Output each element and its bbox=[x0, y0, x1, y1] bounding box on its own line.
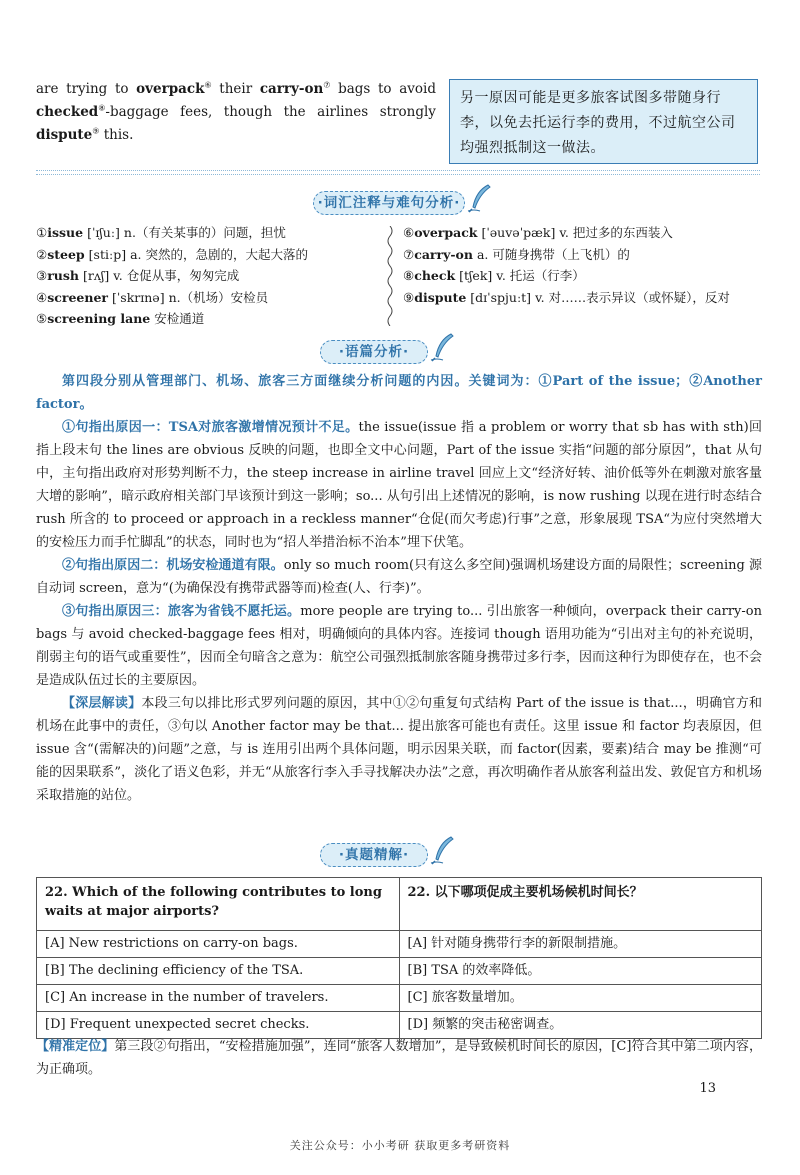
point-heading: ③句指出原因三：旅客为省钱不愿托运。 bbox=[62, 604, 301, 619]
vocab-item bbox=[36, 265, 381, 287]
vocab-def: v. 对……表示异议（或怀疑），反对 bbox=[535, 289, 730, 305]
passage-line-3 bbox=[36, 124, 436, 147]
table-row bbox=[37, 985, 762, 1012]
vocab-list-left bbox=[36, 222, 381, 330]
point-heading: ②句指出原因二：机场安检通道有限。 bbox=[62, 558, 284, 573]
keyword-checked: checked bbox=[36, 104, 99, 120]
vocab-num: ⑦ bbox=[403, 246, 415, 262]
vocab-word: rush bbox=[47, 268, 80, 283]
word: fees, bbox=[180, 104, 213, 120]
footnote-marker: ⑦ bbox=[323, 80, 331, 90]
footnote-marker: ⑨ bbox=[92, 126, 100, 136]
table-row bbox=[37, 958, 762, 985]
word: bags bbox=[338, 81, 371, 97]
vocab-num: ③ bbox=[36, 268, 48, 283]
analysis-point-1 bbox=[36, 416, 762, 554]
analysis-point-2 bbox=[36, 554, 762, 600]
word: avoid bbox=[399, 81, 436, 97]
deep-interpretation bbox=[36, 692, 762, 807]
keyword-dispute: dispute bbox=[36, 127, 93, 143]
vocab-def: v. 托运（行李） bbox=[496, 268, 585, 283]
vocab-word: issue bbox=[47, 225, 84, 240]
option-b-en: [B] The declining efficiency of the TSA. bbox=[37, 958, 400, 985]
vocab-phonetic: [tʃek] bbox=[459, 268, 493, 283]
point-body: only so much room(只有这么多空间)强调机场建设方面的局限性；screening 源自动词 screen，意为“(为确保没有携带武器等而)检查(人、行李)”。 bbox=[36, 558, 762, 596]
vocab-phonetic: [dɪˈspjuːt] bbox=[470, 289, 532, 305]
word: to bbox=[114, 81, 129, 97]
vocab-item bbox=[36, 222, 381, 244]
question-stem-en: 22. Which of the following contributes to long waits at major airports? bbox=[37, 878, 400, 931]
column-divider bbox=[383, 226, 397, 326]
page-footer: 关注公众号：小小考研 获取更多考研资料 bbox=[289, 1139, 511, 1152]
analysis-point-3 bbox=[36, 600, 762, 692]
precise-location bbox=[36, 1035, 762, 1081]
deep-body: 本段三句以排比形式罗列问题的原因，其中①②句重复句式结构 Part of the issue is that...，明确官方和机场在此事中的责任，③句以 Another factor may be that... 提出旅客可能也有责任。这里 issue 和 factor 均表原因，但 issue 含“(需解决的)问题”之意，与 is 连用引出两个具体问题，明示因果关联，而 factor(因素，要素)结合 may be 推测“可能的因果联系”，淡化了语义色彩，并无“从旅客行李入手寻找解决办法”之意，再次明确作者从旅客利益出发、敦促官方和机场采取措施的站位。 bbox=[36, 696, 762, 803]
vocab-item bbox=[36, 244, 381, 266]
option-d-en: [D] Frequent unexpected secret checks. bbox=[37, 1012, 400, 1039]
vocab-num: ⑤ bbox=[36, 311, 48, 326]
vocab-def: a. 可随身携带（上飞机）的 bbox=[476, 246, 630, 262]
vocab-num: ⑥ bbox=[403, 225, 415, 240]
quill-pen-icon bbox=[429, 835, 455, 865]
quill-pen-icon bbox=[429, 332, 455, 362]
deep-tag: 【深层解读】 bbox=[62, 696, 142, 711]
translation-box bbox=[449, 79, 758, 164]
vocab-item bbox=[403, 222, 763, 244]
vocab-num: ② bbox=[36, 246, 48, 262]
word: trying bbox=[66, 81, 108, 97]
discourse-analysis bbox=[36, 370, 762, 807]
word: -baggage bbox=[105, 104, 169, 120]
page-number: 13 bbox=[699, 1081, 716, 1096]
option-c-zh: [C] 旅客数量增加。 bbox=[399, 985, 762, 1012]
table-row bbox=[37, 931, 762, 958]
vocab-num: ⑨ bbox=[403, 289, 415, 305]
word: airlines bbox=[317, 104, 369, 120]
banner-label: ·语篇分析· bbox=[338, 344, 410, 360]
word: are bbox=[36, 81, 59, 97]
question-table bbox=[36, 877, 762, 1039]
word: this. bbox=[103, 127, 134, 143]
footnote-marker: ⑧ bbox=[98, 103, 106, 113]
point-body: more people are trying to... 引出旅客一种倾向，overpack their carry-on bags 与 avoid checked-baggage fees 相对，明确倾向的具体内容。连接词 though 语用功能为“引出对主句的补充说明，削弱主句的语气或重要性”，因而全句暗含之意为：航空公司强烈抵制旅客随身携带过多行李，因而这种行为即使存在，也不会是造成队伍过长的主要原因。 bbox=[36, 604, 762, 688]
quill-pen-icon bbox=[466, 183, 492, 213]
vocab-phonetic: [stiːp] bbox=[88, 246, 127, 262]
banner-label: ·词汇注释与难句分析· bbox=[317, 195, 461, 211]
vocab-def: v. 把过多的东西装入 bbox=[559, 225, 673, 240]
word: their bbox=[219, 81, 253, 97]
question-stem-zh: 22. 以下哪项促成主要机场候机时间长？ bbox=[399, 878, 762, 931]
passage-line-2 bbox=[36, 101, 436, 124]
section-banner-exam bbox=[320, 843, 428, 867]
vocab-item bbox=[36, 308, 381, 330]
banner-label: ·真题精解· bbox=[338, 847, 410, 863]
vocab-list-right bbox=[403, 222, 763, 308]
word: strongly bbox=[379, 104, 436, 120]
divider bbox=[36, 170, 760, 171]
vocab-word: dispute bbox=[414, 289, 467, 305]
option-b-zh: [B] TSA 的效率降低。 bbox=[399, 958, 762, 985]
vocab-def: a. 突然的，急剧的，大起大落的 bbox=[130, 246, 308, 262]
vocab-def: v. 仓促从事，匆匆完成 bbox=[113, 268, 240, 283]
vocab-item bbox=[403, 244, 763, 266]
word: though bbox=[223, 104, 273, 120]
vocab-def: n.（有关某事的）问题，担忧 bbox=[123, 225, 286, 240]
section-banner-discourse bbox=[320, 340, 428, 364]
footnote-marker: ⑥ bbox=[204, 80, 212, 90]
keyword-overpack: overpack bbox=[136, 81, 205, 97]
table-row bbox=[37, 878, 762, 931]
keyword-carry-on: carry-on bbox=[259, 81, 324, 97]
vocab-item bbox=[403, 265, 763, 287]
point-heading: ①句指出原因一：TSA对旅客激增情况预计不足。 bbox=[62, 420, 359, 435]
precise-body: 第三段②句指出，“安检措施加强”，连同“旅客人数增加”，是导致候机时间长的原因，[C]符合其中第二项内容，为正确项。 bbox=[36, 1039, 762, 1077]
vocab-word: overpack bbox=[414, 225, 478, 240]
option-c-en: [C] An increase in the number of travelers. bbox=[37, 985, 400, 1012]
vocab-phonetic: [ˈəuvəˈpæk] bbox=[481, 225, 556, 240]
vocab-word: screening lane bbox=[47, 311, 151, 326]
vocab-word: carry-on bbox=[414, 246, 473, 262]
vocab-def: n.（机场）安检员 bbox=[168, 289, 269, 305]
point-body: the issue(issue 指 a problem or worry that sb has with sth)回指上段末句 the lines are obvious 反映的问题，也即全文中心问题，Part of the issue 实指“问题的部分原因”，that 从句中，主句指出政府对形势判断不力，the steep increase in airline travel 回应上文“经济好转、油价低等外在刺激对旅客量大增的影响”，暗示政府相关部门早该预计到这一影响；so... 从句引出上述情况的影响，is now rushing 以现在进行时态结合 rush 所含的 to proceed or approach in a reckless manner“仓促(而欠考虑)行事”之意，形象展现 TSA“为应付突然增大的安检压力而手忙脚乱”的状态，同时也为“招人举措治标不治本”埋下伏笔。 bbox=[36, 420, 762, 550]
option-d-zh: [D] 频繁的突击秘密调查。 bbox=[399, 1012, 762, 1039]
vocab-phonetic: [ˈɪʃuː] bbox=[87, 225, 120, 240]
vocab-num: ① bbox=[36, 225, 48, 240]
vocab-def: 安检通道 bbox=[154, 311, 205, 326]
vocab-item bbox=[36, 287, 381, 309]
vocab-item bbox=[403, 287, 763, 309]
word: to bbox=[378, 81, 392, 97]
translation-text: 另一原因可能是更多旅客试图多带随身行李，以免去托运行李的费用，不过航空公司均强烈抵制这一做法。 bbox=[460, 90, 736, 156]
word: the bbox=[283, 104, 306, 120]
vocab-word: check bbox=[414, 268, 456, 283]
precise-tag: 【精准定位】 bbox=[36, 1039, 115, 1054]
section-banner-vocab bbox=[313, 191, 465, 215]
vocab-num: ⑧ bbox=[403, 268, 415, 283]
vocab-num: ④ bbox=[36, 289, 48, 305]
vocab-word: steep bbox=[47, 246, 85, 262]
vocab-phonetic: [ˈskrɪnə] bbox=[111, 289, 165, 305]
analysis-intro: 第四段分别从管理部门、机场、旅客三方面继续分析问题的内因。关键词为：①Part of the issue；②Another factor。 bbox=[36, 374, 762, 412]
vocab-word: screener bbox=[47, 289, 108, 305]
vocab-phonetic: [rʌʃ] bbox=[83, 268, 110, 283]
option-a-en: [A] New restrictions on carry-on bags. bbox=[37, 931, 400, 958]
divider bbox=[36, 174, 760, 175]
passage-excerpt bbox=[36, 78, 436, 147]
option-a-zh: [A] 针对随身携带行李的新限制措施。 bbox=[399, 931, 762, 958]
passage-line-1 bbox=[36, 78, 436, 101]
